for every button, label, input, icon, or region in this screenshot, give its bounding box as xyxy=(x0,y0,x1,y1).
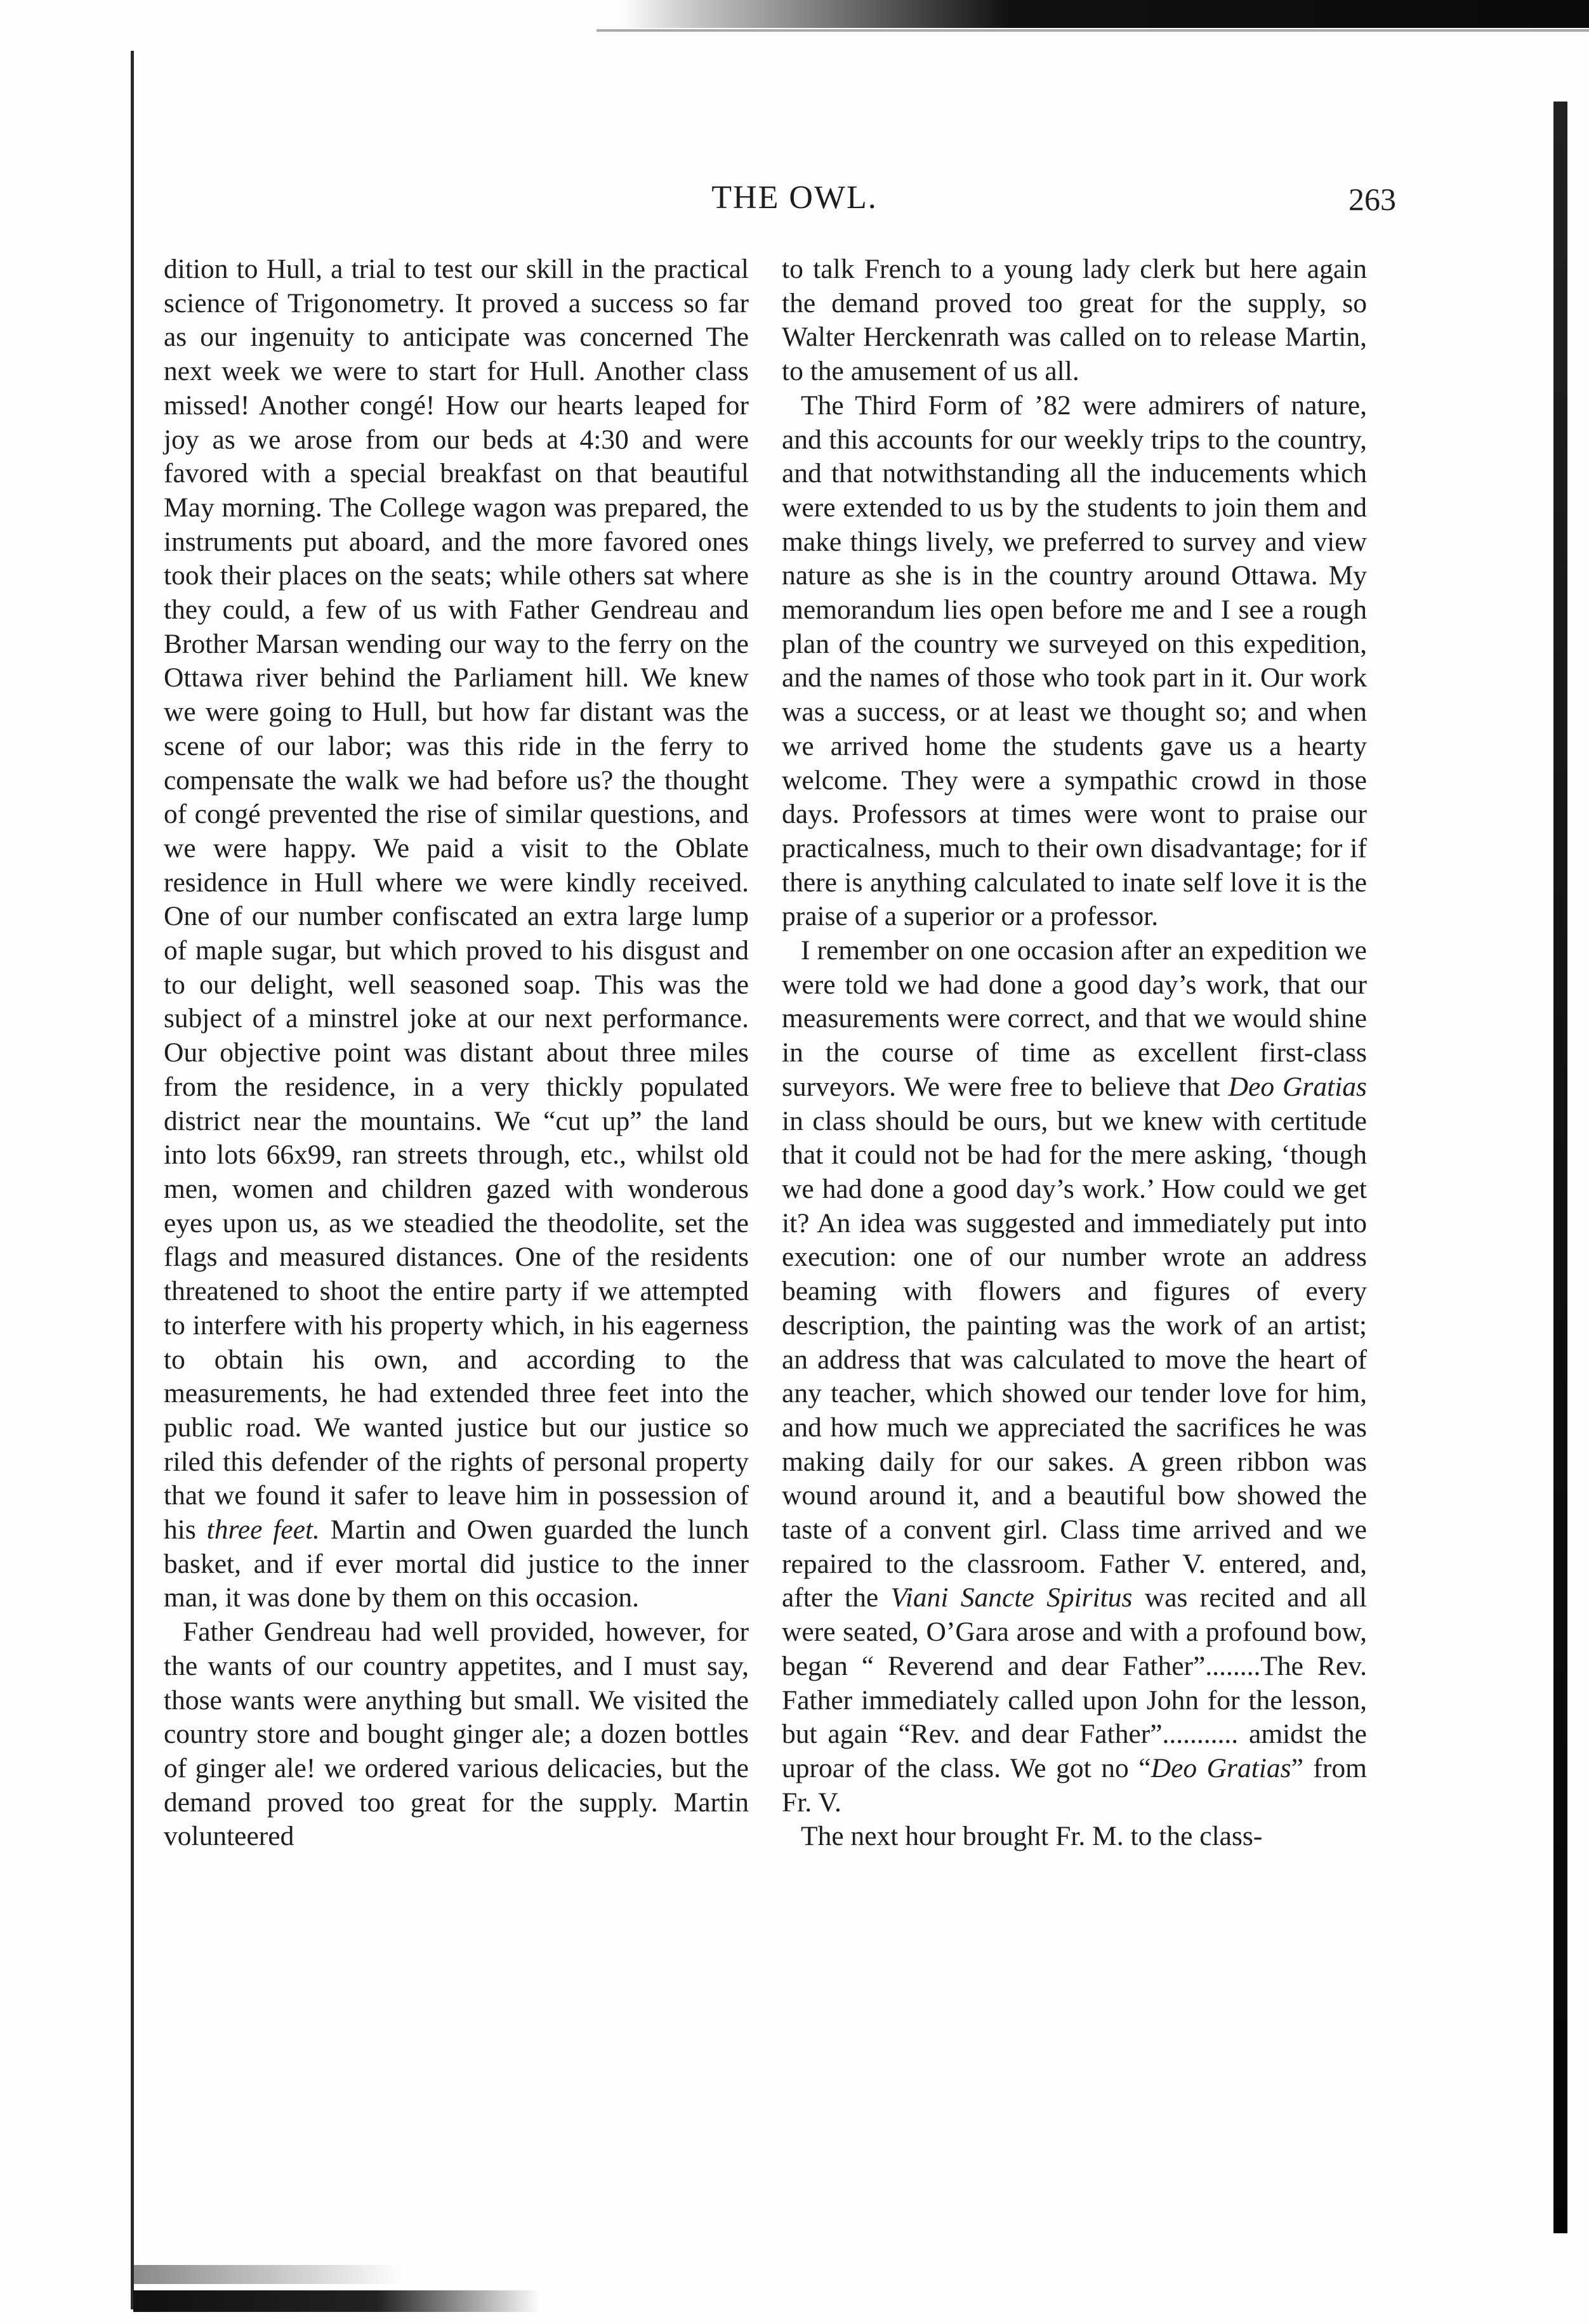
paragraph: The Third Form of ’82 were admirers of nature, and this accounts for our weekly trips to the country, and that notwithstanding all the inducements which were extended to us by the students to join them and make things lively, we preferred to survey and view nature as she is in the country around Ottawa. My memorandum lies open before me and I see a rough plan of the country we surveyed on this expedition, and the names of those who took part in it. Our work was a success, or at least we thought so; and when we arrived home the students gave us a hearty welcome. They were a sympathic crowd in those days. Professors at times were wont to praise our practicalness, much to their own disadvantage; for if there is anything calculated to inate self love it is the praise of a superior or a professor. xyxy=(782,390,1367,932)
paragraph xyxy=(164,253,749,1615)
paragraph-text: ” from Fr. V. xyxy=(782,1752,1367,1818)
italic-phrase: Viani Sancte Spiritus xyxy=(890,1582,1133,1613)
paragraph: Father Gendreau had well provided, however, for the wants of our country appetites, and I must say, those wants were anything but small. We visited the country store and bought ginger ale; a dozen bottles of ginger ale! we ordered various delicacies, but the demand proved too great for the supply. Martin volunteered xyxy=(164,1617,749,1852)
italic-phrase: Deo Gratias xyxy=(1151,1752,1291,1783)
paragraph-text: I remember on one occasion after an expedition we were told we had done a good day’s work, that our measurements were correct, and that we would shine in the course of time as excellent first-class surveyors. We were free to believe that xyxy=(782,935,1367,1102)
running-title: THE OWL. xyxy=(711,180,878,216)
paragraph: The next hour brought Fr. M. to the class- xyxy=(801,1821,1263,1852)
italic-phrase: three feet. xyxy=(206,1514,320,1546)
scan-edge-line-top xyxy=(597,29,1589,32)
scan-edge-shadow-top xyxy=(622,0,1589,28)
scan-edge-shadow-bottom xyxy=(133,2290,539,2312)
scan-edge-shadow-right xyxy=(1553,102,1567,2233)
text-column-right xyxy=(782,253,1367,1854)
paragraph-text: in class should be ours, but we knew with certitude that it could not be had for the mere asking, ‘though we had done a good day’s work.’ How could we get it? An idea was suggested and immediately put into execution: one of our number wrote an address beaming with flowers and figures of every description, the painting was the work of an artist; an address that was calculated to move the heart of any teacher, which showed our tender love for him, and how much we appreciated the sacrifices he was making daily for our sakes. A green ribbon was wound around it, and a beautiful bow showed the taste of a convent girl. Class time arrived and we repaired to the classroom. Father V. entered, and, after the xyxy=(782,1105,1367,1613)
scan-edge-line-left xyxy=(131,51,134,2309)
page-number: 263 xyxy=(1348,181,1396,217)
text-column-left xyxy=(164,253,749,1854)
italic-phrase: Deo Gratias xyxy=(1228,1071,1367,1102)
paragraph-text: was recited and all were seated, O’Gara arose and with a profound bow, began “ Reverend and dear Father”........The Rev. Father immediately called upon John for the lesson, but again “Rev. and dear Father”........... amidst the uproar of the class. We got no “ xyxy=(782,1582,1367,1783)
scan-smudge-bottom xyxy=(133,2265,400,2284)
paragraph xyxy=(782,934,1367,1820)
paragraph-text: Martin and Owen guarded the lunch basket, and if ever mortal did justice to the inner man, it was done by them on this occasion. xyxy=(164,1514,749,1613)
paragraph: to talk French to a young lady clerk but here again the demand proved too great for the supply, so Walter Herckenrath was called on to release Martin, to the amusement of us all. xyxy=(782,254,1367,387)
paragraph-text: dition to Hull, a trial to test our skill in the practical science of Trigonometry. It proved a success so far as our ingenuity to anticipate was concerned The next week we were to start for Hull. Another class missed! Another congé! How our hearts leaped for joy as we arose from our beds at 4:30 and were favored with a special breakfast on that beautiful May morning. The College wagon was prepared, the instruments put aboard, and the more favored ones took their places on the seats; while others sat where they could, a few of us with Father Gendreau and Brother Marsan wending our way to the ferry on the Ottawa river behind the Parliament hill. We knew we were going to Hull, but how far distant was the scene of our labor; was this ride in the ferry to compensate the walk we had before us? the thought of congé prevented the rise of similar questions, and we were happy. We paid a visit to the Oblate residence in Hull where we were kindly received. One of our number confiscated an extra large lump of maple sugar, but which proved to his disgust and to our delight, well seasoned soap. This was the subject of a minstrel joke at our next performance. Our objective point was distant about three miles from the residence, in a very thickly populated district near the mountains. We “cut up” the land into lots 66x99, ran streets through, etc., whilst old men, women and children gazed with wonderous eyes upon us, as we steadied the theodolite, set the flags and measured distances. One of the residents threatened to shoot the entire party if we attempted to interfere with his property which, in his eagerness to obtain his own, and according to the measurements, he had extended three feet into the public road. We wanted justice but our justice so riled this defender of the rights of personal property that we found it safer to leave him in possession of his xyxy=(164,254,749,1546)
